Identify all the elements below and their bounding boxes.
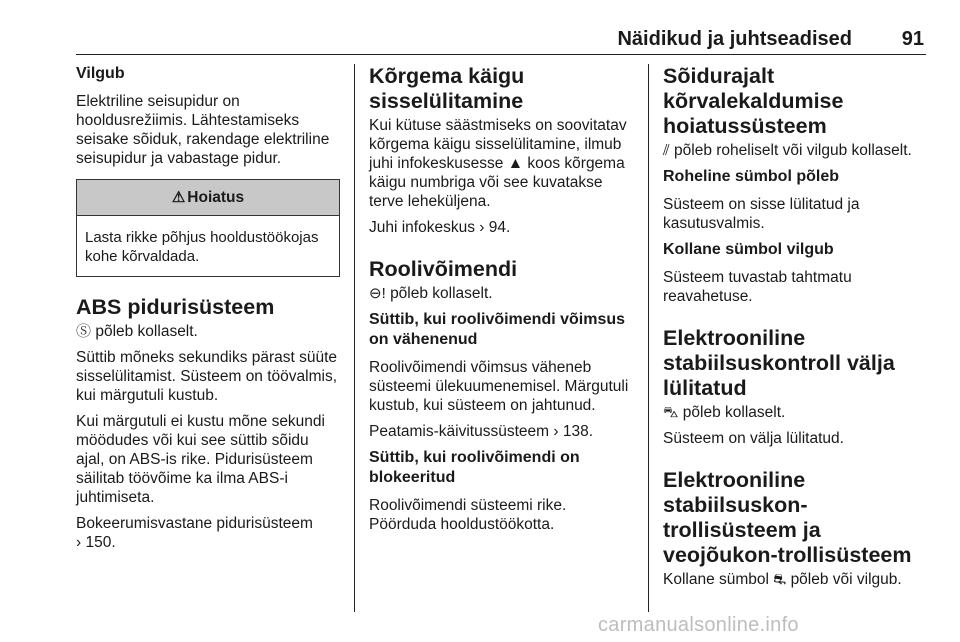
paragraph: Kui kütuse säästmiseks on soovitatav kõrgema käigu sisselülitamine, ilmub juhi infokeskusesse ▲ koos kõrgema käigu numbriga või see kuvatakse terve leheküljena. (369, 117, 627, 210)
steering-fault-icon: ⊖! (369, 285, 386, 302)
column-3 (663, 64, 927, 596)
column-divider (648, 64, 649, 612)
esc-skid-icon: ⛐ (773, 571, 787, 588)
column-2 (369, 64, 633, 541)
symbol-line-text: põleb kollaselt. (682, 404, 786, 421)
subheading-reduced: Süttib, kui roolivõimendi võimsus on vähenenud (369, 311, 626, 348)
symbol-line (369, 284, 633, 303)
page-reference-link[interactable]: 94. (488, 219, 511, 236)
subheading-yellow: Kollane sümbol vilgub (663, 241, 834, 258)
paragraph: Süsteem tuvastab tahtmatu reavahetuse. (663, 269, 852, 305)
symbol-line (663, 403, 927, 422)
column-1 (76, 64, 340, 559)
heading-lane-departure: Sõidurajalt kõrvalekaldumise hoiatussüsteem (663, 64, 844, 138)
esc-off-icon: ⛍ (663, 404, 679, 421)
page-reference-link[interactable]: 138. (562, 423, 594, 440)
page-ref-arrow-icon: › (479, 219, 485, 236)
column-divider (354, 64, 355, 612)
warning-title: Hoiatus (187, 189, 245, 206)
page-header (76, 26, 926, 55)
paragraph: Süsteem on sisse lülitatud ja kasutusvalmis. (663, 196, 860, 232)
symbol-line-text: põleb kollaselt. (390, 285, 493, 302)
page-number: 91 (901, 28, 924, 50)
subheading-green: Roheline sümbol põleb (663, 168, 840, 185)
heading-gear-shift: Kõrgema käigu sisselülitamine (369, 64, 525, 113)
watermark: carmanualsonline.info (598, 614, 799, 636)
paragraph-text: põleb või vilgub. (790, 571, 902, 588)
symbol-line-text: põleb roheliselt või vilgub kollaselt. (674, 142, 912, 159)
page-reference-link[interactable]: 150. (85, 534, 116, 551)
lane-departure-icon: ⫽ (663, 142, 670, 159)
paragraph: Kui märgutuli ei kustu mõne sekundi möödudes või kui see süttib sõidu ajal, on ABS-is rike. Pidurisüsteem säilitab töövõime ka ilma ABS-i juhtimiseta. (76, 413, 325, 506)
heading-esc-off: Elektrooniline stabiilsuskontroll välja lülitatud (663, 326, 895, 400)
paragraph-text: Bokeerumisvastane pidurisüsteem (76, 515, 313, 532)
paragraph-text: Kollane sümbol (663, 571, 769, 588)
page-ref-arrow-icon: › (76, 534, 82, 551)
paragraph-text: Juhi infokeskus (369, 219, 475, 236)
paragraph: Süttib mõneks sekundiks pärast süüte sisselülitamist. Süsteem on töövalmis, kui märgutuli kustub. (76, 349, 338, 404)
warning-text: Lasta rikke põhjus hooldustöökojas kohe kõrvaldada. (85, 229, 319, 265)
warning-header (77, 180, 339, 216)
paragraph (369, 422, 633, 441)
subheading-blocked: Süttib, kui roolivõimendi on blokeeritud (369, 449, 580, 486)
heading-abs: ABS pidurisüsteem (76, 295, 275, 319)
paragraph-text: Peatamis-käivitussüsteem (369, 423, 550, 440)
warning-triangle-icon: ⚠ (171, 189, 186, 206)
heading-esc: Elektrooniline stabiilsuskon-trollisüsteem ja veojõukon-trollisüsteem (663, 468, 912, 567)
subheading-vilgub: Vilgub (76, 65, 125, 82)
paragraph: Süsteem on välja lülitatud. (663, 430, 844, 447)
paragraph (76, 514, 340, 552)
paragraph: Roolivõimendi süsteemi rike. Pöörduda hooldustöökotta. (369, 497, 567, 533)
symbol-line (76, 322, 340, 341)
paragraph: Elektriline seisupidur on hooldusrežiimis. Lähtestamiseks seisake sõiduk, rakendage elektriline seisupidur ja vabastage pidur. (76, 93, 330, 167)
section-title: Näidikud ja juhtseadised (617, 28, 852, 50)
symbol-line (663, 570, 927, 589)
page-ref-arrow-icon: › (553, 423, 559, 440)
symbol-line (663, 141, 927, 160)
heading-power-steering: Roolivõimendi (369, 257, 518, 281)
paragraph (369, 218, 633, 237)
warning-box (76, 179, 340, 277)
abs-warning-icon: Ⓢ (76, 323, 92, 340)
symbol-line-text: põleb kollaselt. (95, 323, 198, 340)
paragraph: Roolivõimendi võimsus väheneb süsteemi ülekuumenemisel. Märgutuli kustub, kui süsteem on jahtunud. (369, 359, 629, 414)
